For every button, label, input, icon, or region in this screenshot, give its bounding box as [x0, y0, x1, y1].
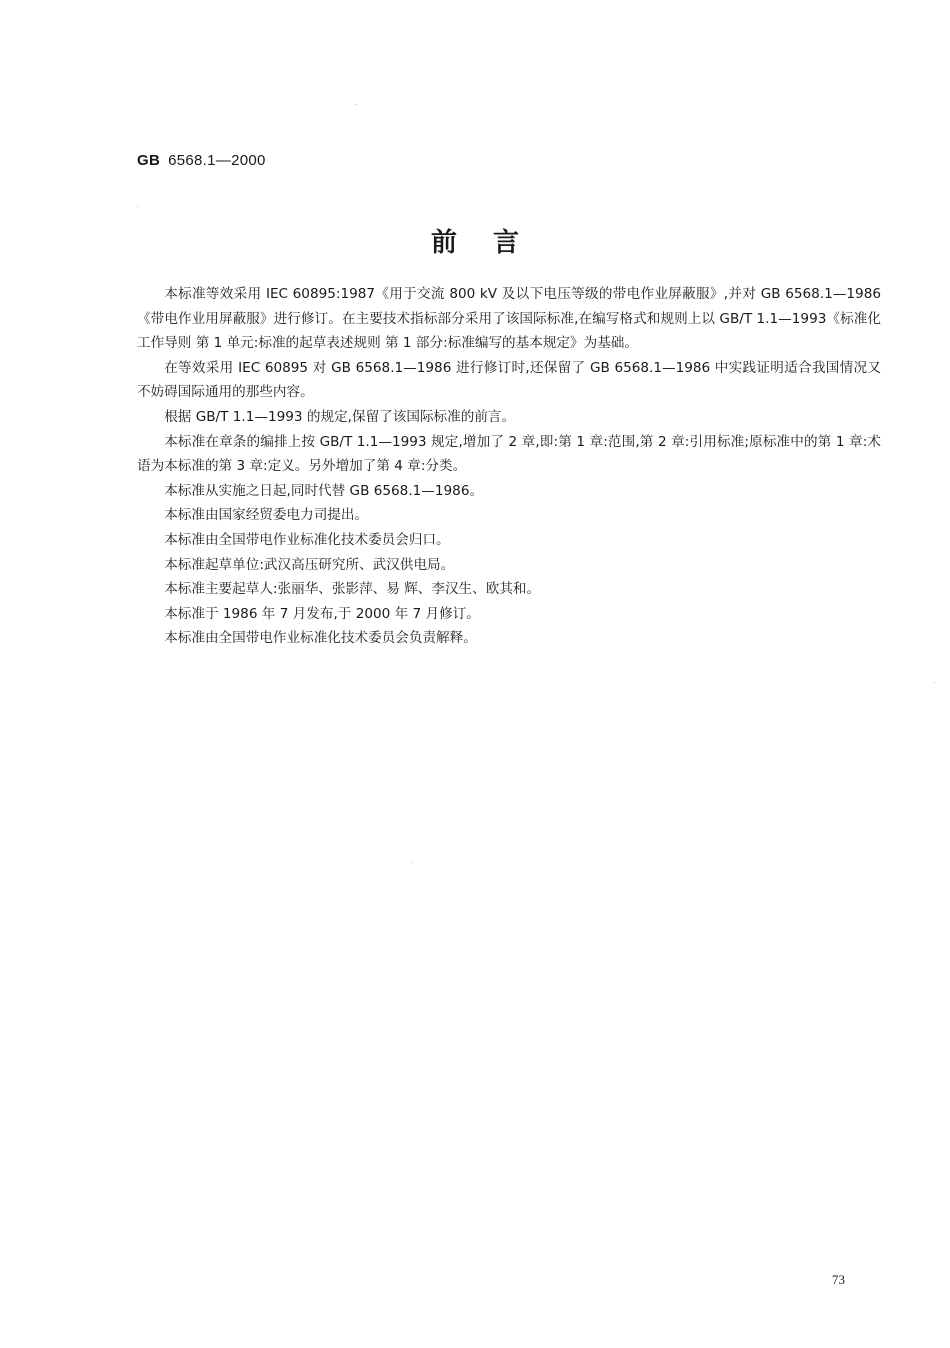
standard-number: 6568.1—2000 [168, 152, 266, 169]
page-number: 73 [832, 1272, 845, 1287]
paragraph: 本标准于 1986 年 7 月发布,于 2000 年 7 月修订。 [164, 605, 480, 622]
paragraph: 本标准在章条的编排上按 GB/T 1.1—1993 规定,增加了 2 章,即:第 1 章:范围,第 2 章:引用标准;原标准中的第 1 章:术语为本标准的第 3 章:定义。另外增加了第 4 章:分类。 [137, 433, 881, 475]
scan-speck [137, 206, 138, 207]
paragraph: 本标准由全国带电作业标准化技术委员会负责解释。 [164, 630, 477, 647]
page-title: 前言 [430, 228, 555, 258]
scan-speck [411, 862, 412, 863]
paragraph: 本标准等效采用 IEC 60895:1987《用于交流 800 kV 及以下电压等级的带电作业屏蔽服》,并对 GB 6568.1—1986《带电作业用屏蔽服》进行修订。在主要技术指标部分采用了该国际标准,在编写格式和规则上以 GB/T 1.1—1993《标准化工作导则 第 1 单元:标准的起草表述规则 第 1 部分:标准编写的基本规定》为基础。 [137, 286, 881, 352]
paragraph: 本标准由全国带电作业标准化技术委员会归口。 [164, 531, 450, 548]
standard-code [137, 152, 266, 169]
paragraph: 本标准起草单位:武汉高压研究所、武汉供电局。 [164, 556, 455, 573]
foreword-body [137, 282, 881, 651]
standard-prefix: GB [137, 152, 161, 169]
paragraph: 本标准主要起草人:张丽华、张影萍、易 辉、李汉生、欧其和。 [164, 581, 541, 598]
paragraph: 本标准从实施之日起,同时代替 GB 6568.1—1986。 [164, 482, 484, 499]
scan-speck [356, 104, 357, 105]
paragraph: 根据 GB/T 1.1—1993 的规定,保留了该国际标准的前言。 [164, 408, 516, 425]
paragraph: 在等效采用 IEC 60895 对 GB 6568.1—1986 进行修订时,还保留了 GB 6568.1—1986 中实践证明适合我国情况又不妨碍国际通用的那些内容。 [137, 359, 881, 401]
scan-speck [934, 682, 935, 683]
paragraph: 本标准由国家经贸委电力司提出。 [164, 507, 369, 524]
